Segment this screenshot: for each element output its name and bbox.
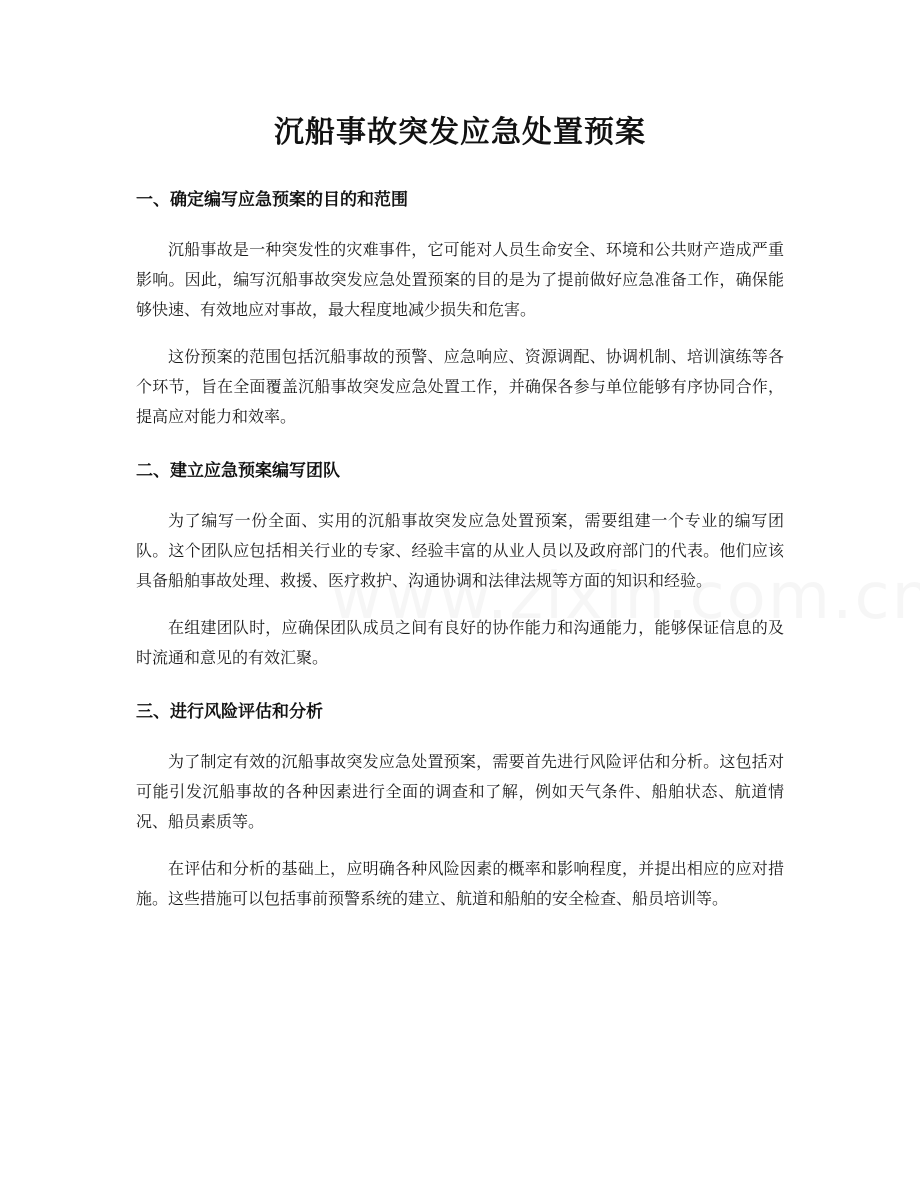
section-3-paragraph-1: 为了制定有效的沉船事故突发应急处置预案，需要首先进行风险评估和分析。这包括对可能引发沉船事故的各种因素进行全面的调查和了解，例如天气条件、船舶状态、航道情况、船员素质等。 [136,752,784,831]
section-2-paragraph-2: 在组建团队时，应确保团队成员之间有良好的协作能力和沟通能力，能够保证信息的及时流通和意见的有效汇聚。 [136,618,784,667]
section-heading-3: 三、进行风险评估和分析 [136,702,323,722]
section-1-paragraph-2: 这份预案的范围包括沉船事故的预警、应急响应、资源调配、协调机制、培训演练等各个环节，旨在全面覆盖沉船事故突发应急处置工作，并确保各参与单位能够有序协同合作，提高应对能力和效率。 [136,347,784,426]
section-2-paragraph-1: 为了编写一份全面、实用的沉船事故突发应急处置预案，需要组建一个专业的编写团队。这个团队应包括相关行业的专家、经验丰富的从业人员以及政府部门的代表。他们应该具备船舶事故处理、救援、医疗救护、沟通协调和法律法规等方面的知识和经验。 [136,511,784,590]
section-1-paragraph-1: 沉船事故是一种突发性的灾难事件，它可能对人员生命安全、环境和公共财产造成严重影响。因此，编写沉船事故突发应急处置预案的目的是为了提前做好应急准备工作，确保能够快速、有效地应对事故，最大程度地减少损失和危害。 [136,240,784,319]
section-heading-1: 一、确定编写应急预案的目的和范围 [136,190,408,210]
section-heading-2: 二、建立应急预案编写团队 [136,461,340,481]
page-title: 沉船事故突发应急处置预案 [274,115,646,150]
document-body [136,108,784,914]
section-3-paragraph-2: 在评估和分析的基础上，应明确各种风险因素的概率和影响程度，并提出相应的应对措施。这些措施可以包括事前预警系统的建立、航道和船舶的安全检查、船员培训等。 [136,859,784,908]
